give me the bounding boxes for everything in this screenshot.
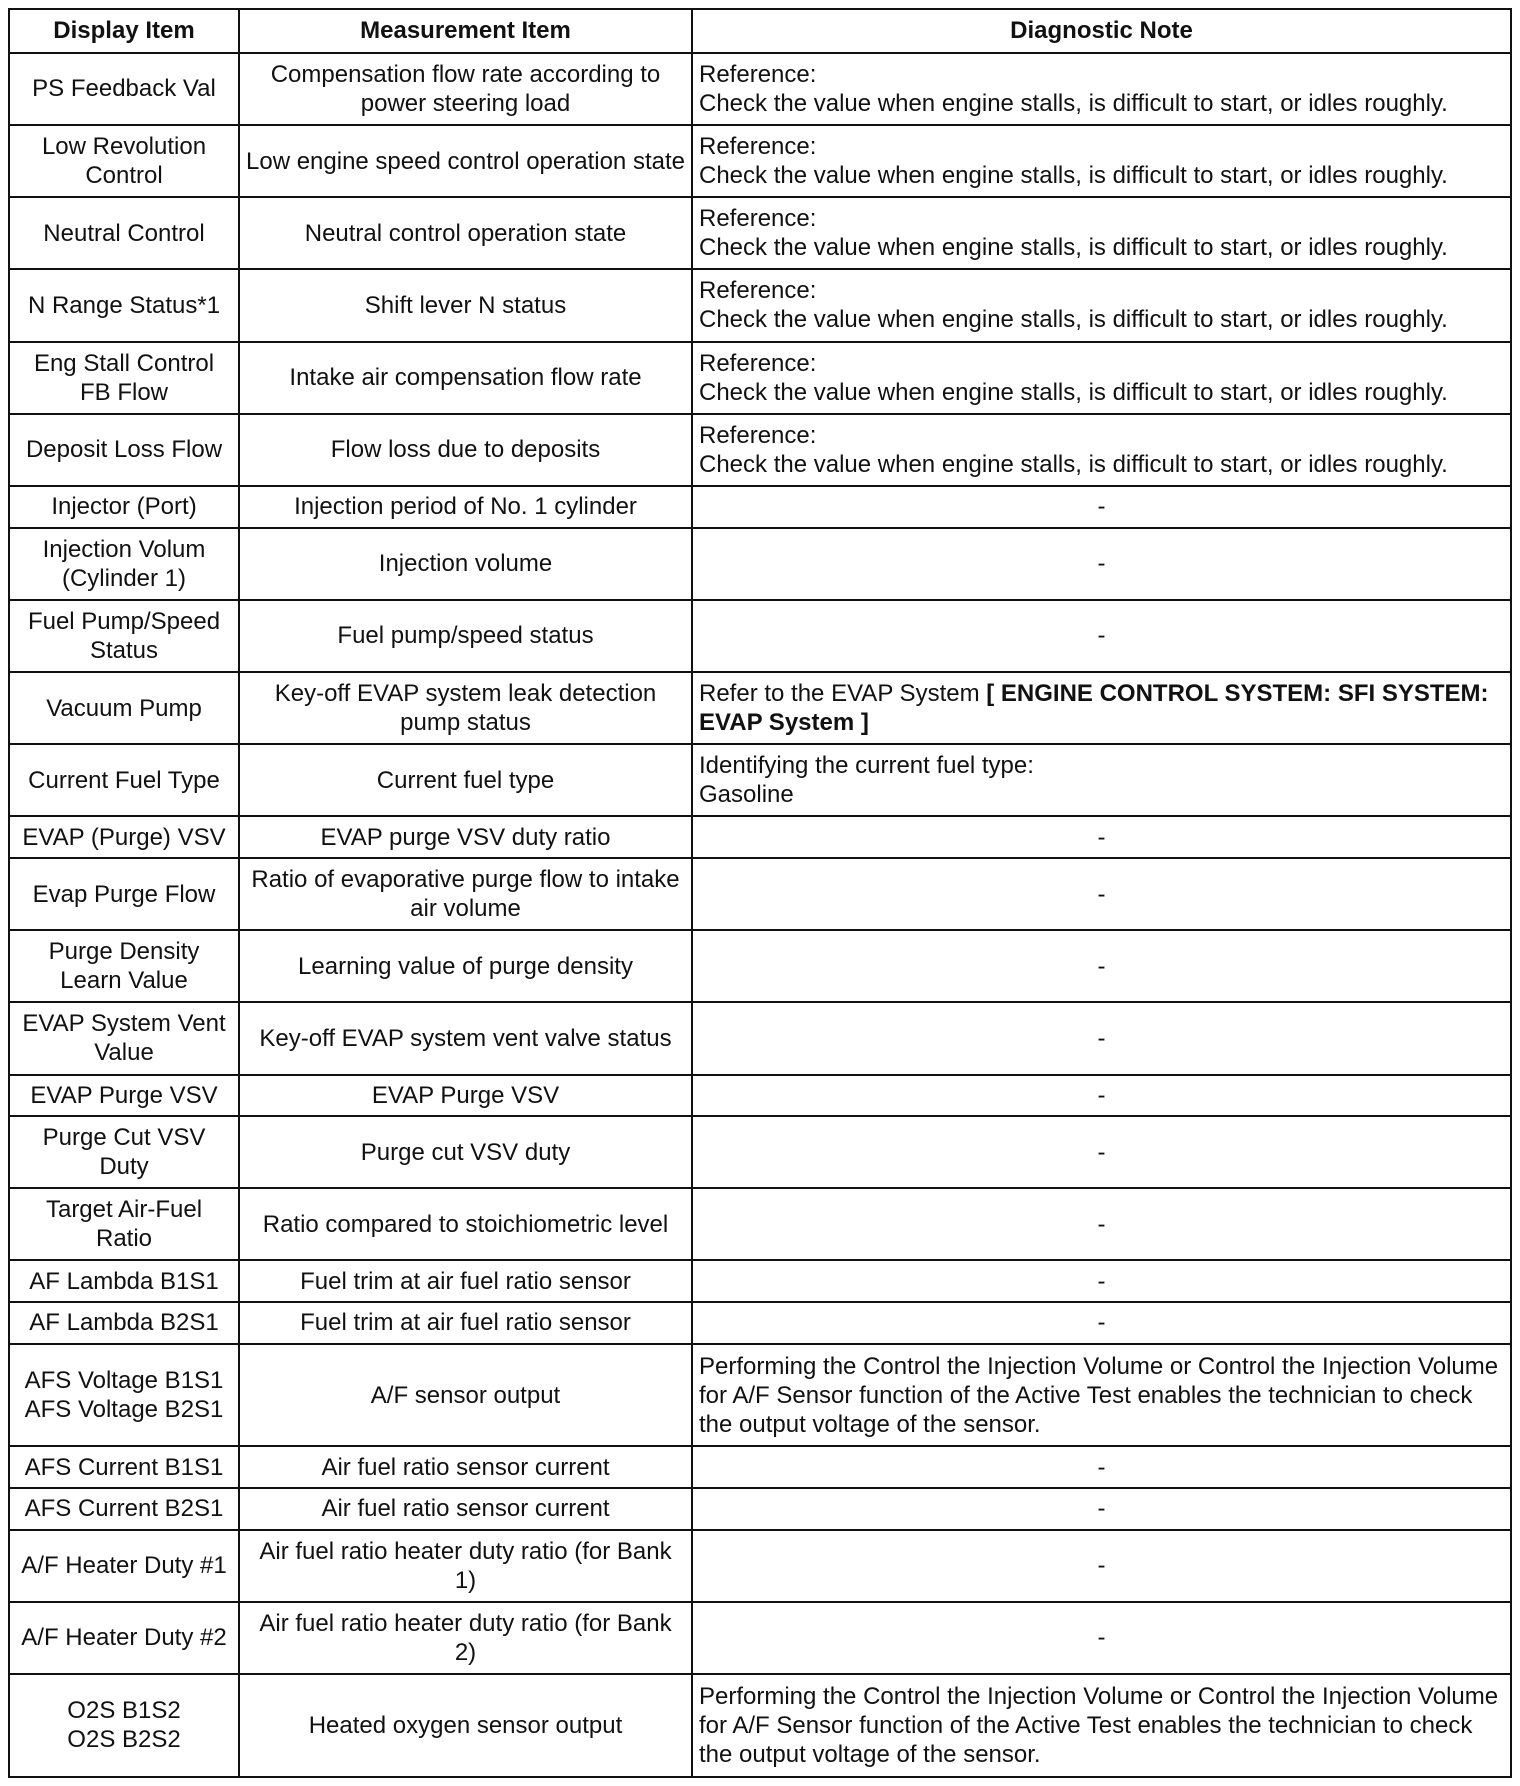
table-row xyxy=(9,744,1511,816)
table-row xyxy=(9,1446,1511,1488)
display-item: A/F Heater Duty #1 xyxy=(9,1530,239,1602)
measurement-item: Current fuel type xyxy=(239,744,692,816)
table-row xyxy=(9,1674,1511,1777)
display-item: AF Lambda B2S1 xyxy=(9,1302,239,1344)
measurement-item: Fuel pump/speed status xyxy=(239,600,692,672)
table-row xyxy=(9,858,1511,930)
diagnostic-note: - xyxy=(692,1188,1511,1260)
display-item: Purge Cut VSV Duty xyxy=(9,1116,239,1188)
diagnostic-note: - xyxy=(692,1446,1511,1488)
diagnostic-note xyxy=(692,744,1511,816)
measurement-item: Ratio of evaporative purge flow to intake air volume xyxy=(239,858,692,930)
diagnostic-note xyxy=(692,342,1511,414)
table-row xyxy=(9,672,1511,744)
measurement-item: Air fuel ratio sensor current xyxy=(239,1446,692,1488)
display-item: Target Air-Fuel Ratio xyxy=(9,1188,239,1260)
display-item: PS Feedback Val xyxy=(9,53,239,125)
measurement-item: Neutral control operation state xyxy=(239,197,692,269)
table-row xyxy=(9,600,1511,672)
table-row xyxy=(9,414,1511,486)
display-item: AFS Current B2S1 xyxy=(9,1488,239,1530)
table-row xyxy=(9,1602,1511,1674)
display-item: AFS Current B1S1 xyxy=(9,1446,239,1488)
diagnostic-note: - xyxy=(692,528,1511,600)
table-row xyxy=(9,1260,1511,1302)
diagnostic-note: - xyxy=(692,600,1511,672)
header-display-item: Display Item xyxy=(9,9,239,53)
display-item: AF Lambda B1S1 xyxy=(9,1260,239,1302)
diagnostic-note: - xyxy=(692,486,1511,528)
display-item: A/F Heater Duty #2 xyxy=(9,1602,239,1674)
table-row xyxy=(9,1530,1511,1602)
measurement-item: Heated oxygen sensor output xyxy=(239,1674,692,1777)
measurement-item: Shift lever N status xyxy=(239,269,692,341)
note-reference-label: Reference: xyxy=(699,60,817,88)
table-row xyxy=(9,816,1511,858)
table-row xyxy=(9,197,1511,269)
measurement-item: EVAP purge VSV duty ratio xyxy=(239,816,692,858)
diagnostic-note: Performing the Control the Injection Volume or Control the Injection Volume for A/F Sensor function of the Active Test enables the technician to check the output voltage of the sensor. xyxy=(692,1344,1511,1447)
diagnostic-note: - xyxy=(692,1602,1511,1674)
note-reference-label: Reference: xyxy=(699,133,817,161)
note-text: Gasoline xyxy=(699,781,794,809)
header-diagnostic-note: Diagnostic Note xyxy=(692,9,1511,53)
note-text: Check the value when engine stalls, is difficult to start, or idles roughly. xyxy=(699,306,1448,334)
diagnostic-note: - xyxy=(692,1116,1511,1188)
display-item: Eng Stall Control FB Flow xyxy=(9,342,239,414)
table-row xyxy=(9,1488,1511,1530)
display-item xyxy=(9,1344,239,1447)
note-reference-label: Reference: xyxy=(699,277,817,305)
measurement-item: Fuel trim at air fuel ratio sensor xyxy=(239,1302,692,1344)
diagnostic-note: - xyxy=(692,1488,1511,1530)
diagnostic-note xyxy=(692,53,1511,125)
table-row xyxy=(9,486,1511,528)
table-row xyxy=(9,1116,1511,1188)
header-measurement-item: Measurement Item xyxy=(239,9,692,53)
display-item-line: O2S B1S2 xyxy=(67,1697,181,1725)
evap-system-reference-link[interactable]: [ ENGINE CONTROL SYSTEM: SFI SYSTEM: EVAP System ] xyxy=(699,680,1489,737)
measurement-item: A/F sensor output xyxy=(239,1344,692,1447)
display-item: EVAP Purge VSV xyxy=(9,1075,239,1117)
diagnostic-note xyxy=(692,197,1511,269)
table-header-row xyxy=(9,9,1511,53)
table-row xyxy=(9,930,1511,1002)
diagnostic-note: Performing the Control the Injection Volume or Control the Injection Volume for A/F Sensor function of the Active Test enables the technician to check the output voltage of the sensor. xyxy=(692,1674,1511,1777)
measurement-item: Air fuel ratio sensor current xyxy=(239,1488,692,1530)
note-text: Refer to the EVAP System xyxy=(699,680,987,708)
note-text: Identifying the current fuel type: xyxy=(699,752,1034,780)
measurement-item: Low engine speed control operation state xyxy=(239,125,692,197)
note-reference-label: Reference: xyxy=(699,205,817,233)
measurement-item: Learning value of purge density xyxy=(239,930,692,1002)
display-item-line: AFS Voltage B1S1 xyxy=(24,1367,224,1395)
measurement-item: Injection period of No. 1 cylinder xyxy=(239,486,692,528)
display-item-line: O2S B2S2 xyxy=(67,1726,181,1754)
display-item: Deposit Loss Flow xyxy=(9,414,239,486)
display-item-line: AFS Voltage B2S1 xyxy=(24,1396,224,1424)
diagnostic-note xyxy=(692,269,1511,341)
display-item: EVAP (Purge) VSV xyxy=(9,816,239,858)
diagnostic-note: - xyxy=(692,816,1511,858)
diagnostic-note: - xyxy=(692,1075,1511,1117)
display-item xyxy=(9,1674,239,1777)
measurement-item: Ratio compared to stoichiometric level xyxy=(239,1188,692,1260)
display-item: Evap Purge Flow xyxy=(9,858,239,930)
display-item: Injection Volum (Cylinder 1) xyxy=(9,528,239,600)
table-row xyxy=(9,528,1511,600)
measurement-item: Air fuel ratio heater duty ratio (for Bank 1) xyxy=(239,1530,692,1602)
display-item: Neutral Control xyxy=(9,197,239,269)
diagnostic-note xyxy=(692,672,1511,744)
note-text: Check the value when engine stalls, is difficult to start, or idles roughly. xyxy=(699,162,1448,190)
display-item: Low Revolution Control xyxy=(9,125,239,197)
measurement-item: Purge cut VSV duty xyxy=(239,1116,692,1188)
table-row xyxy=(9,53,1511,125)
measurement-item: Key-off EVAP system vent valve status xyxy=(239,1002,692,1074)
table-row xyxy=(9,1188,1511,1260)
diagnostic-note: - xyxy=(692,1302,1511,1344)
table-row xyxy=(9,1002,1511,1074)
measurement-item: Intake air compensation flow rate xyxy=(239,342,692,414)
table-row xyxy=(9,269,1511,341)
diagnostic-note: - xyxy=(692,1002,1511,1074)
table-row xyxy=(9,1302,1511,1344)
table-row xyxy=(9,1344,1511,1447)
note-text: Check the value when engine stalls, is difficult to start, or idles roughly. xyxy=(699,378,1448,406)
table-row xyxy=(9,342,1511,414)
note-reference-label: Reference: xyxy=(699,421,817,449)
measurement-item: EVAP Purge VSV xyxy=(239,1075,692,1117)
diagnostic-note: - xyxy=(692,1260,1511,1302)
note-reference-label: Reference: xyxy=(699,349,817,377)
display-item: N Range Status*1 xyxy=(9,269,239,341)
diagnostic-note: - xyxy=(692,858,1511,930)
display-item: EVAP System Vent Value xyxy=(9,1002,239,1074)
note-text: Check the value when engine stalls, is difficult to start, or idles roughly. xyxy=(699,234,1448,262)
display-item: Purge Density Learn Value xyxy=(9,930,239,1002)
table-row xyxy=(9,125,1511,197)
diagnostic-note xyxy=(692,125,1511,197)
table-row xyxy=(9,1075,1511,1117)
measurement-item: Fuel trim at air fuel ratio sensor xyxy=(239,1260,692,1302)
note-text: Check the value when engine stalls, is difficult to start, or idles roughly. xyxy=(699,450,1448,478)
display-item: Current Fuel Type xyxy=(9,744,239,816)
diagnostic-note xyxy=(692,414,1511,486)
measurement-item: Compensation flow rate according to power steering load xyxy=(239,53,692,125)
measurement-item: Injection volume xyxy=(239,528,692,600)
display-item: Fuel Pump/Speed Status xyxy=(9,600,239,672)
measurement-item: Air fuel ratio heater duty ratio (for Bank 2) xyxy=(239,1602,692,1674)
display-item: Vacuum Pump xyxy=(9,672,239,744)
measurement-item: Key-off EVAP system leak detection pump status xyxy=(239,672,692,744)
data-list-table xyxy=(8,8,1512,1778)
diagnostic-note: - xyxy=(692,1530,1511,1602)
diagnostic-note: - xyxy=(692,930,1511,1002)
display-item: Injector (Port) xyxy=(9,486,239,528)
note-text: Check the value when engine stalls, is difficult to start, or idles roughly. xyxy=(699,89,1448,117)
measurement-item: Flow loss due to deposits xyxy=(239,414,692,486)
